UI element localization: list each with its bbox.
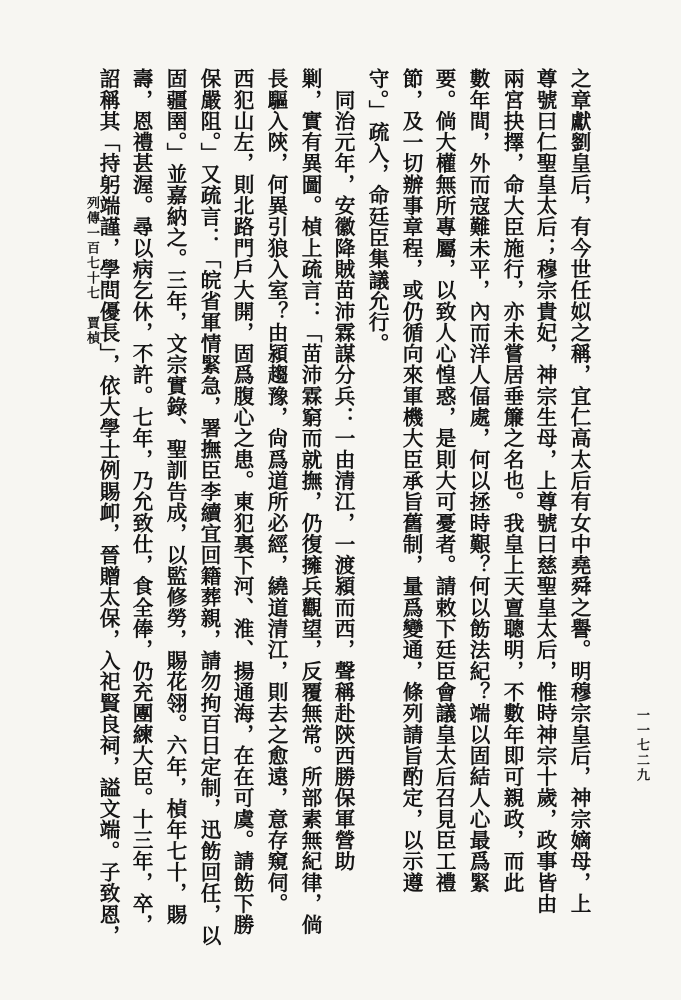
text-column-11: 西犯山左，則北路門戶大開，固爲腹心之患。東犯裏下河、淮、揚通海，在在可虞。請飭下勝: [230, 68, 254, 936]
text-column-9: 剿，實有異圖。楨上疏言：「苗沛霖窮而就撫，仍復擁兵觀望，反覆無常。所部素無紀律，倘: [298, 68, 322, 936]
running-header: 列傳一百七十七 賈楨: [84, 196, 99, 346]
text-column-15: 詔稱其「持躬端謹，學問優長」，依大學士例賜卹，晉贈太保，入祀賢良祠，謚文端。子致恩，: [96, 68, 120, 946]
text-column-6: 節，及一切辦事章程，或仍循向來軍機大臣承旨舊制，量爲變通，條列請旨酌定，以示遵: [399, 68, 423, 893]
text-column-14: 壽，恩禮甚渥。尋以病乞休，不許。七年，乃允致仕，食全俸，仍充團練大臣。十三年，卒，: [129, 68, 153, 936]
text-column-1: 之章獻劉皇后，有今世任姒之稱，宜仁高太后有女中堯舜之譽。明穆宗皇后，神宗嫡母，上: [567, 68, 591, 914]
text-column-7: 守。」疏入，命廷臣集議允行。: [365, 68, 389, 354]
text-column-13: 固疆圉。」並嘉納之。三年，文宗實錄、聖訓告成，以監修勞，賜花翎。六年，楨年七十，賜: [163, 68, 187, 925]
page-number: 一一七二九: [634, 708, 649, 783]
text-column-2: 尊號曰仁聖皇太后；穆宗貴妃，神宗生母，上尊號曰慈聖皇太后，惟時神宗十歲，政事皆由: [533, 68, 557, 914]
text-column-3: 兩宮抉擇，命大臣施行，亦未嘗居垂簾之名也。我皇上天亶聰明，不數年即可親政，而此: [500, 68, 524, 893]
text-column-12: 保嚴阻。」又疏言：「皖省軍情緊急，署撫臣李續宜回籍葬親，請勿拘百日定制，迅飭回任，以: [197, 68, 221, 946]
text-column-8: 同治元年，安徽降賊苗沛霖謀分兵：一由清江，一渡潁而西，聲稱赴陝西勝保軍營助: [331, 68, 355, 872]
text-column-5: 要。倘大權無所專屬，以致人心惶惑，是則大可憂者。請敕下廷臣會議皇太后召見臣工禮: [432, 68, 456, 893]
text-column-10: 長驅入陝，何異引狼入室？由潁趨豫，尙爲道所必經，繞道清江，則去之愈遠，意存窺伺。: [264, 68, 288, 914]
text-column-4: 數年間，外而寇難未平，內而洋人偪處，何以拯時艱？何以飭法紀？端以固結人心最爲緊: [466, 68, 490, 893]
